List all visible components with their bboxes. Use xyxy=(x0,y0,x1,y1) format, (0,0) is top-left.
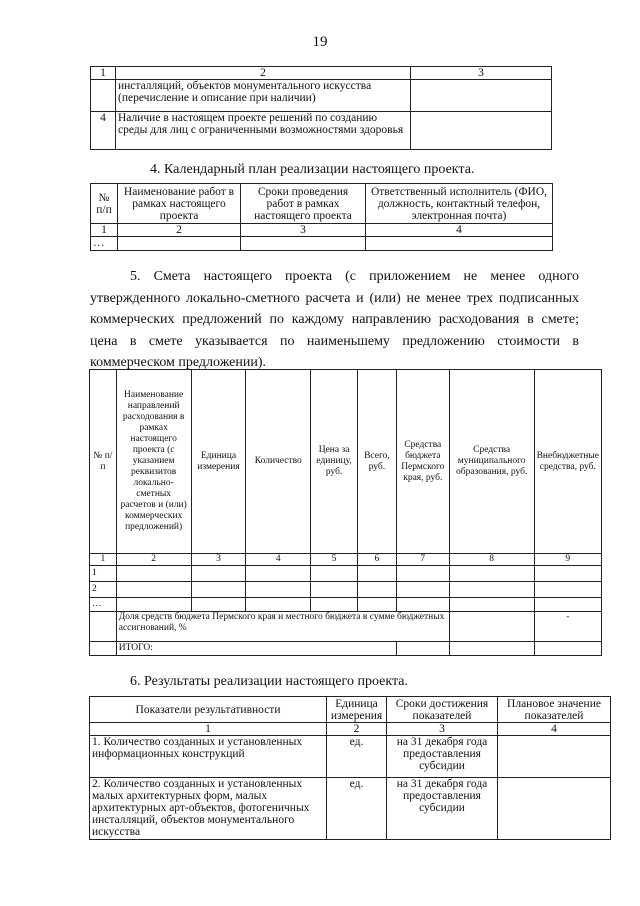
number-cell: 4 xyxy=(366,224,553,237)
number-cell: 3 xyxy=(387,723,498,736)
number-cell: 2 xyxy=(327,723,387,736)
header-cell: Цена за единицу, руб. xyxy=(311,370,358,554)
header-cell: № п/п xyxy=(90,370,117,554)
table-row xyxy=(91,112,552,150)
indicator-value xyxy=(498,736,611,778)
table-header-row xyxy=(91,67,552,80)
total-row xyxy=(90,642,602,656)
table-row xyxy=(90,566,602,582)
table-row xyxy=(90,598,602,612)
indicator-value xyxy=(498,778,611,840)
indicator-name: 2. Количество созданных и установленных малых архитектурных форм, малых архитектурных арт-объектов, фотогеничных инсталляций, объектов монументального искусства xyxy=(90,778,327,840)
section-4-title: 4. Календарный план реализации настоящего проекта. xyxy=(150,162,475,177)
header-cell: Средства бюджета Пермского края, руб. xyxy=(396,370,449,554)
number-cell: 1 xyxy=(90,723,327,736)
indicator-deadline: на 31 декабря года предоставления субсидии xyxy=(387,778,498,840)
table-row xyxy=(90,582,602,598)
table-header-row xyxy=(91,184,553,224)
number-cell: 4 xyxy=(498,723,611,736)
number-cell: 2 xyxy=(118,224,241,237)
row-text: инсталляций, объектов монументального искусства (перечисление и описание при наличии) xyxy=(116,80,411,112)
header-cell: № п/п xyxy=(91,184,118,224)
column-number-row xyxy=(90,723,611,736)
number-cell: 6 xyxy=(358,554,397,566)
page-number: 19 xyxy=(312,34,328,50)
header-cell: Средства муниципального образования, руб. xyxy=(449,370,534,554)
header-cell: Единица измерения xyxy=(327,697,387,723)
continuation-table xyxy=(90,66,552,150)
row-number: 1 xyxy=(90,566,117,582)
header-cell: Ответственный исполнитель (ФИО, должность, контактный телефон, электронная почта) xyxy=(366,184,553,224)
number-cell: 3 xyxy=(191,554,246,566)
number-cell: 8 xyxy=(449,554,534,566)
empty-cell xyxy=(90,642,117,656)
table-row xyxy=(90,778,611,840)
empty-cell xyxy=(241,237,366,251)
number-cell: 7 xyxy=(396,554,449,566)
row-value xyxy=(411,112,552,150)
section-6-title: 6. Результаты реализации настоящего проекта. xyxy=(130,674,408,689)
header-cell: Единица измерения xyxy=(191,370,246,554)
number-cell: 3 xyxy=(241,224,366,237)
total-label: ИТОГО: xyxy=(116,642,396,656)
header-cell: Плановое значение показателей xyxy=(498,697,611,723)
row-text: Наличие в настоящем проекте решений по созданию среды для лиц с ограниченными возможностями здоровья xyxy=(116,112,411,150)
row-number: … xyxy=(90,598,117,612)
results-table xyxy=(89,696,611,840)
table-header-row xyxy=(90,370,602,554)
table-header-row xyxy=(90,697,611,723)
header-cell: Всего, руб. xyxy=(358,370,397,554)
header-cell: 1 xyxy=(91,67,116,80)
row-number: 4 xyxy=(91,112,116,150)
row-value xyxy=(411,80,552,112)
indicator-deadline: на 31 декабря года предоставления субсидии xyxy=(387,736,498,778)
empty-cell xyxy=(90,612,117,642)
table-row xyxy=(90,736,611,778)
table-row xyxy=(91,80,552,112)
number-cell: 1 xyxy=(90,554,117,566)
column-number-row xyxy=(90,554,602,566)
empty-cell xyxy=(449,612,534,642)
header-cell: Наименование работ в рамках настоящего проекта xyxy=(118,184,241,224)
header-cell: Сроки проведения работ в рамках настоящего проекта xyxy=(241,184,366,224)
number-cell: 1 xyxy=(91,224,118,237)
header-cell: Показатели результативности xyxy=(90,697,327,723)
number-cell: 4 xyxy=(246,554,311,566)
number-cell: 2 xyxy=(116,554,191,566)
calendar-plan-table xyxy=(90,183,553,251)
share-row xyxy=(90,612,602,642)
header-cell: Количество xyxy=(246,370,311,554)
share-label: Доля средств бюджета Пермского края и местного бюджета в сумме бюджетных ассигнований, % xyxy=(116,612,449,642)
indicator-unit: ед. xyxy=(327,736,387,778)
number-cell: 9 xyxy=(534,554,601,566)
header-cell: Внебюджетные средства, руб. xyxy=(534,370,601,554)
share-value: - xyxy=(534,612,601,642)
table-row xyxy=(91,237,553,251)
header-cell: Сроки достижения показателей xyxy=(387,697,498,723)
number-cell: 5 xyxy=(311,554,358,566)
ellipsis-cell: … xyxy=(91,237,118,251)
header-cell: Наименование направлений расходования в рамках настоящего проекта (с указанием реквизитов локально-сметных расчетов и (или) коммерческих предложений) xyxy=(116,370,191,554)
indicator-name: 1. Количество созданных и установленных информационных конструкций xyxy=(90,736,327,778)
indicator-unit: ед. xyxy=(327,778,387,840)
estimate-table xyxy=(89,369,602,656)
header-cell: 2 xyxy=(116,67,411,80)
empty-cell xyxy=(366,237,553,251)
column-number-row xyxy=(91,224,553,237)
row-number xyxy=(91,80,116,112)
empty-cell xyxy=(118,237,241,251)
header-cell: 3 xyxy=(411,67,552,80)
row-number: 2 xyxy=(90,582,117,598)
section-5-paragraph: 5. Смета настоящего проекта (с приложением не менее одного утвержденного локально-сметного расчета и (или) не менее трех подписанных коммерческих предложений по каждому направлению расходования в смете; цена в смете указывается по наименьшему предложению стоимости в коммерческом предложении). xyxy=(90,269,579,370)
